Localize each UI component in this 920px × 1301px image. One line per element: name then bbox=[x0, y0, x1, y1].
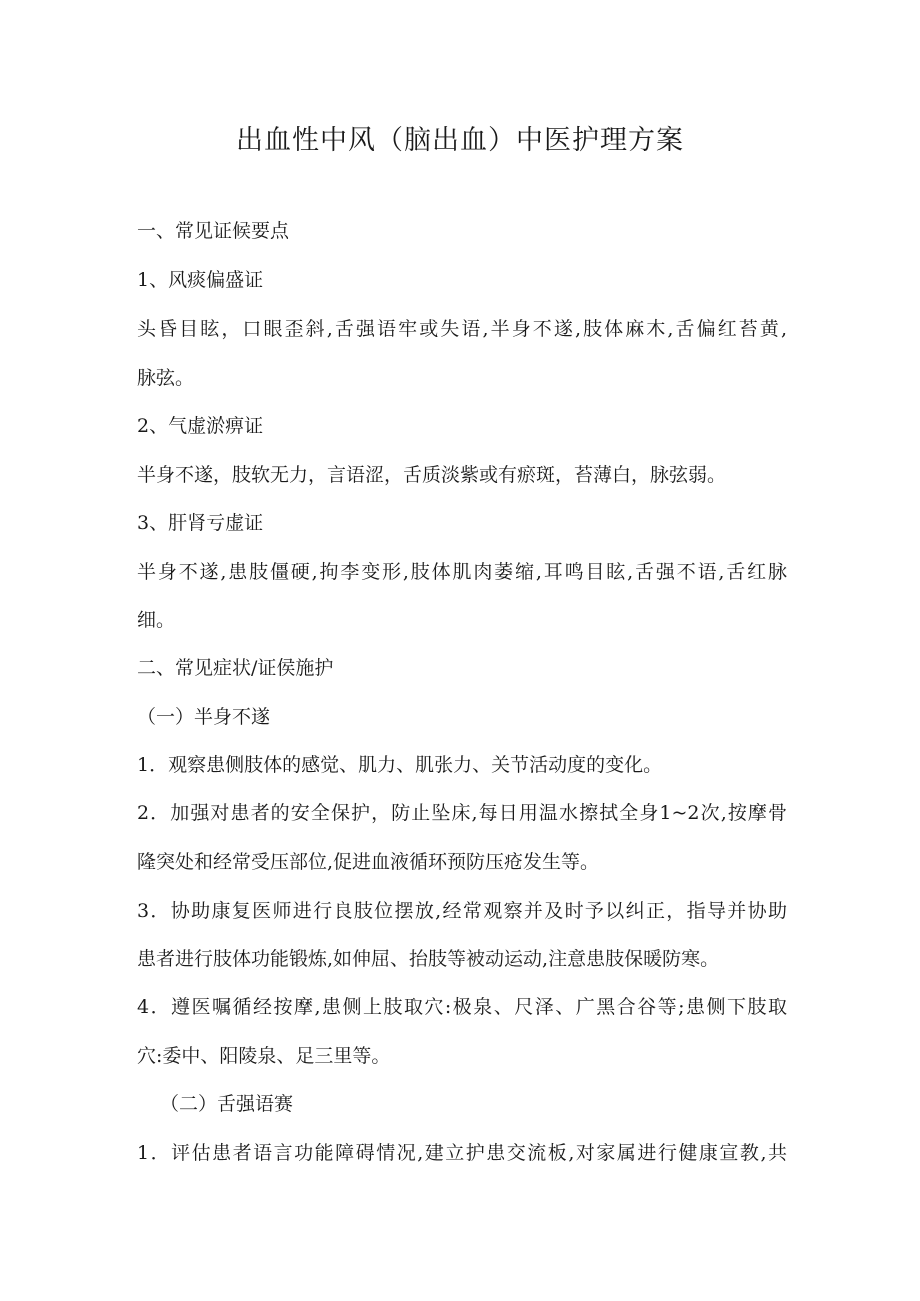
subsection-heading: （一）半身不遂 bbox=[137, 706, 271, 728]
paragraph-line: 4．遵医嘱循经按摩,患侧上肢取穴:极泉、尺泽、广黑合谷等;患侧下肢取 bbox=[137, 996, 787, 1018]
subsection-heading: 2、气虚淤痹证 bbox=[137, 415, 264, 437]
subsection-heading: 1、风痰偏盛证 bbox=[137, 269, 264, 291]
document-title: 出血性中风（脑出血）中医护理方案 bbox=[236, 125, 684, 156]
paragraph-line: 3．协助康复医师进行良肢位摆放,经常观察并及时予以纠正，指导并协助 bbox=[137, 900, 787, 922]
paragraph-line: 2．加强对患者的安全保护，防止坠床,每日用温水擦拭全身1~2次,按摩骨 bbox=[137, 802, 787, 824]
section-heading: 一、常见证候要点 bbox=[137, 220, 290, 242]
paragraph-line: 穴:委中、阳陵泉、足三里等。 bbox=[137, 1045, 391, 1067]
paragraph-line: 隆突处和经常受压部位,促进血液循环预防压疮发生等。 bbox=[137, 851, 600, 873]
paragraph-line: 1．观察患侧肢体的感觉、肌力、肌张力、关节活动度的变化。 bbox=[137, 754, 663, 776]
paragraph-line: 脉弦。 bbox=[137, 367, 195, 389]
paragraph-line: 半身不遂,患肢僵硬,拘李变形,肢体肌肉萎缩,耳鸣目眩,舌强不语,舌红脉 bbox=[137, 561, 787, 583]
paragraph-line: 半身不遂，肢软无力，言语涩，舌质淡紫或有瘀斑，苔薄白，脉弦弱。 bbox=[137, 464, 727, 486]
paragraph-line: 头昏目眩，口眼歪斜,舌强语牢或失语,半身不遂,肢体麻木,舌偏红苔黄, bbox=[137, 318, 787, 340]
subsection-heading: 3、肝肾亏虚证 bbox=[137, 512, 264, 534]
section-heading: 二、常见症状/证侯施护 bbox=[137, 657, 334, 679]
subsection-heading: （二）舌强语赛 bbox=[160, 1093, 294, 1115]
paragraph-line: 细。 bbox=[137, 609, 176, 631]
paragraph-line: 患者进行肢体功能锻炼,如伸屈、抬肢等被动运动,注意患肢保暖防寒。 bbox=[137, 948, 720, 970]
paragraph-line: 1．评估患者语言功能障碍情况,建立护患交流板,对家属进行健康宣教,共 bbox=[137, 1142, 787, 1164]
